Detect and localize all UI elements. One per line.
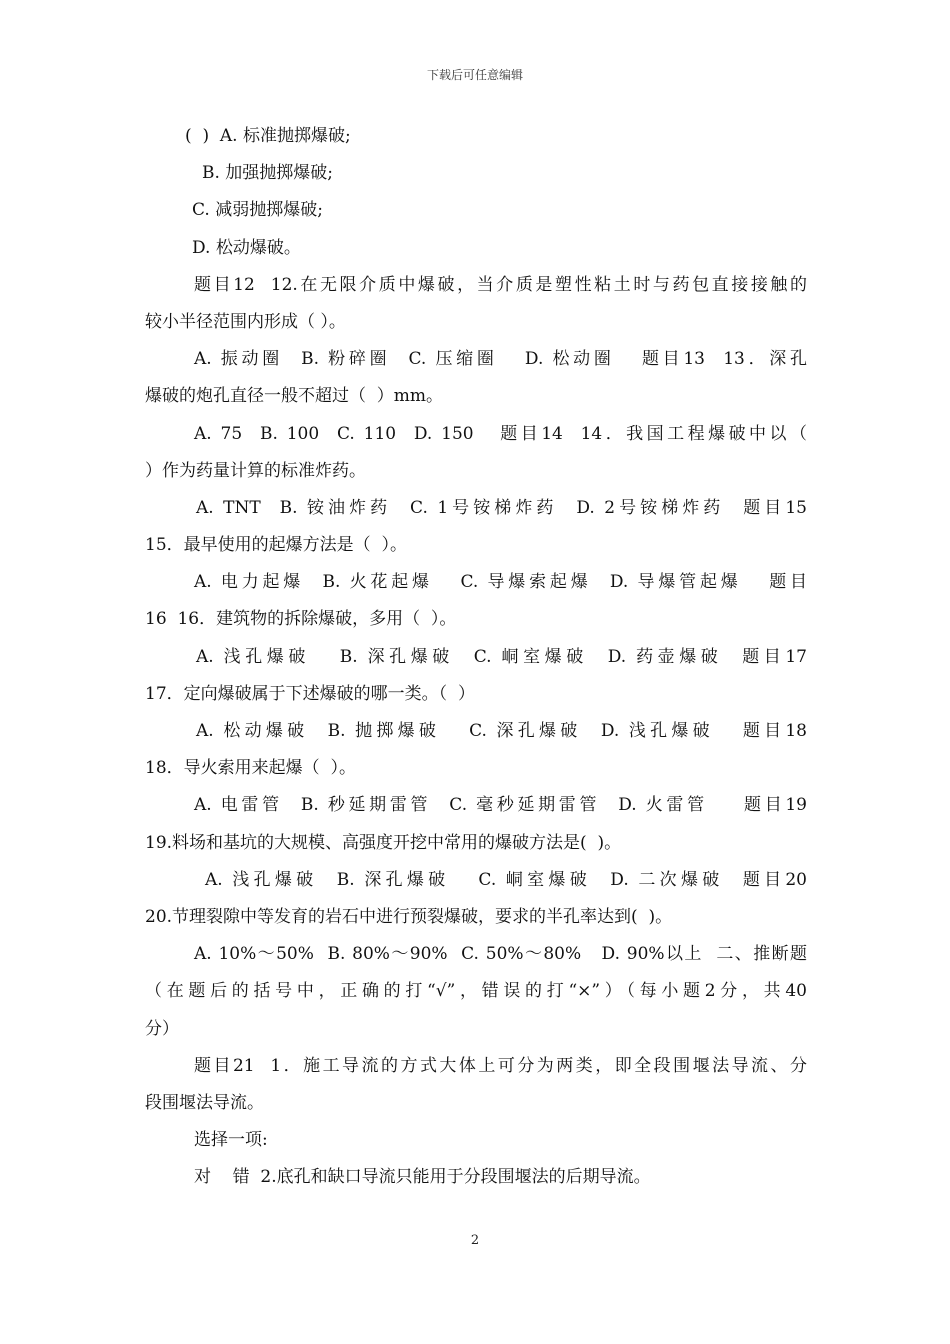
text-line: D. 松动爆破。 <box>192 237 301 258</box>
header-note: 下载后可任意编辑 <box>426 68 523 82</box>
document-body <box>145 118 807 1196</box>
text-line: 15．最早使用的起爆方法是（ ）。 <box>145 535 407 556</box>
text-line: ）作为药量计算的标准炸药。 <box>145 460 366 481</box>
text-line: 18．导火索用来起爆（ ）。 <box>145 758 356 779</box>
text-line: 较小半径范围内形成（ ）。 <box>145 311 346 332</box>
text-line: C. 减弱抛掷爆破; <box>192 200 323 221</box>
section-2-line: A. 10%～50% B. 80%～90% C. 50%～80% D. 90%以上 二、推断题 <box>194 944 807 965</box>
text-line: 段围堰法导流。 <box>145 1092 264 1113</box>
text-line: ( ) A. 标准抛掷爆破; <box>185 126 351 146</box>
text-line: B. 加强抛掷爆破; <box>202 163 334 184</box>
question-12-line: 题目12 12.在无限介质中爆破，当介质是塑性粘土时与药包直接接触的 <box>194 274 807 295</box>
text-line: 16 16．建筑物的拆除爆破，多用（ ）。 <box>145 609 457 630</box>
question-18-line: A. 松动爆破 B. 抛掷爆破 C. 深孔爆破 D. 浅孔爆破 题目18 <box>196 721 807 741</box>
section-2-instructions: （在题后的括号中，正确的打“√”，错误的打“×”）（每小题2分，共40 <box>145 981 807 1002</box>
question-15-line: A. TNT B. 铵油炸药 C. 1号铵梯炸药 D. 2号铵梯炸药 题目15 <box>196 497 807 518</box>
question-13-line: A. 振动圈 B. 粉碎圈 C. 压缩圈 D. 松动圈 题目13 13．深孔 <box>194 349 807 370</box>
text-line: 19.料场和基坑的大规模、高强度开挖中常用的爆破方法是( )。 <box>145 832 622 853</box>
question-20-line: A. 浅孔爆破 B. 深孔爆破 C. 峒室爆破 D. 二次爆破 题目20 <box>205 869 807 890</box>
text-line: 20.节理裂隙中等发育的岩石中进行预裂爆破，要求的半孔率达到( )。 <box>145 906 673 927</box>
true-false-options-line: 对 错 2.底孔和缺口导流只能用于分段围堰法的后期导流。 <box>194 1167 651 1188</box>
choose-one-label: 选择一项: <box>194 1130 268 1151</box>
question-16-line: A. 电力起爆 B. 火花起爆 C. 导爆索起爆 D. 导爆管起爆 题目 <box>194 572 807 593</box>
page-number: 2 <box>470 1233 480 1248</box>
text-line: 分） <box>145 1018 179 1039</box>
text-line: 爆破的炮孔直径一般不超过（ ）mm。 <box>145 386 444 407</box>
question-21-line: 题目21 1．施工导流的方式大体上可分为两类，即全段围堰法导流、分 <box>194 1055 807 1076</box>
text-line: 17．定向爆破属于下述爆破的哪一类。（ ） <box>145 683 475 704</box>
question-14-line: A. 75 B. 100 C. 110 D. 150 题目14 14．我国工程爆破中以（ <box>194 423 807 444</box>
question-19-line: A. 电雷管 B. 秒延期雷管 C. 毫秒延期雷管 D. 火雷管 题目19 <box>194 795 807 816</box>
question-17-line: A. 浅孔爆破 B. 深孔爆破 C. 峒室爆破 D. 药壶爆破 题目17 <box>196 646 807 667</box>
